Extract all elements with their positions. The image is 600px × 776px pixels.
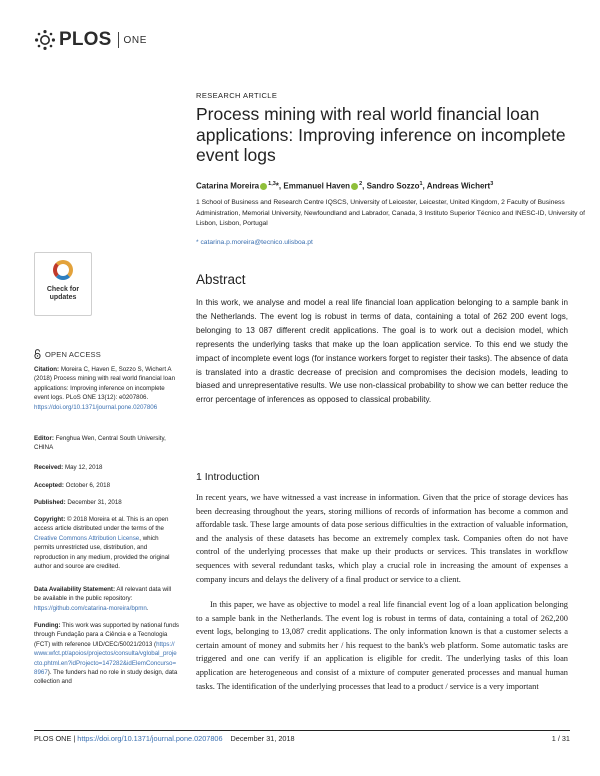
author-name[interactable]: Catarina Moreira [196,181,260,191]
check-updates-line2: updates [49,294,77,301]
footer-divider [34,730,570,731]
logo-sub: ONE [123,34,148,46]
page-number: 1 / 31 [551,734,570,743]
funding-link[interactable]: https://www.wfct.pt/apoios/projectos/consulta/vglobal_projecto.phtml.en?idProjecto=147282&idElemConcurso=8967 [34,640,177,677]
author-name[interactable]: Andreas Wichert [426,181,491,191]
plos-logo-icon [34,29,56,51]
page-footer: PLOS ONE | https://doi.org/10.1371/journal.pone.0207806 December 31, 2018 1 / 31 [34,734,570,743]
intro-paragraph-1: In recent years, we have witnessed a vast increase in information. Given that the price of storage devices has been decreasing throughout the years, storing millions of records of information has become a common and affordable task. These large amounts of data pose serious difficulties in the extraction of valuable information, and the analysis of these datasets has become an extremely complex task. Companies often do not have control of the underlying processes that make up their products or services. This translates in workflow sequences with several redundant tasks, which play a crucial role in increasing the amount of expenses a company incurs and delays the delivery of a final product or service to a client. [196,493,568,584]
intro-paragraph-2: In this paper, we have as objective to model a real life financial event log of a loan application belonging to a sample bank in the Netherlands. The event log is robust in terms of data, containing a total of 262,200 event logs, belonging to 13,087 credit applications. The only information known is that a customer selects a certain amount of money and submits her / his request to the bank's web platform. Some automatic tasks are triggered and one can verify if an application is eligible for credit. The underlying tasks of this loan application are heterogeneous and consist of a mixture of computer generated processes and manual human tasks. The identification of the underlying processes that lead to a product / service is a very important [196,600,568,691]
orcid-icon[interactable] [351,183,358,190]
editor-block: Editor: Fenghua Wen, Central South University, CHINA [34,435,166,452]
check-for-updates-badge[interactable] [34,252,92,316]
footer-journal: PLOS ONE [34,734,72,743]
article-title: Process mining with real world financial loan applications: Improving inference on incomplete event logs [196,104,566,165]
author-name[interactable]: Sandro Sozzo [366,181,420,191]
copyright-block: Copyright: © 2018 Moreira et al. This is an open access article distributed under the terms of the Creative Commons Attribution License, which permits unrestricted use, distribution, and reproduction in any medium, provided the original author and source are credited. [34,516,170,571]
affiliations: 1 School of Business and Research Centre IQSCS, University of Leicester, Leicester, United Kingdom, 2 Faculty of Business Administration, Memorial University, Newfoundland and Labrador, Canada, 3 Instituto Superior Técnico and INESC-ID, University of Lisbon, Lisbon, Portugal [196,199,585,227]
open-lock-icon [34,349,41,359]
author-affiliation-sup: 3 [490,181,494,187]
author-list: Catarina Moreira $^{1,3}$*, Emmanuel Haven $^2$, Sandro Sozzo$^1$, Andreas Wichert$^3$ [196,181,494,191]
footer-date: December 31, 2018 [230,734,295,743]
logo-brand: PLOS [59,29,112,50]
author-affiliation-sup: 1,3 [268,181,276,187]
citation-doi-link[interactable]: https://doi.org/10.1371/journal.pone.0207806 [34,403,158,411]
author-affiliation-sup: 2 [359,181,363,187]
crossmark-icon [53,260,73,280]
open-access-label: OPEN ACCESS [45,349,101,359]
open-access-badge [34,349,101,359]
logo-divider [118,32,119,48]
corresponding-email-link[interactable]: * catarina.p.moreira@tecnico.ulisboa.pt [196,239,313,246]
cc-license-link[interactable]: Creative Commons Attribution License [34,534,140,542]
received-date: Received: May 12, 2018 [34,464,103,471]
author-name[interactable]: Emmanuel Haven [283,181,351,191]
introduction-heading: 1 Introduction [196,471,260,483]
footer-doi-link[interactable]: https://doi.org/10.1371/journal.pone.0207806 [77,734,223,743]
accepted-date: Accepted: October 6, 2018 [34,482,111,489]
citation-block: Citation: Moreira C, Haven E, Sozzo S, Wichert A (2018) Process mining with real world financial loan applications: Improving inference on incomplete event logs. PLoS ONE 13(12): e0207806. https://doi.org/10.1371/journal.pone.0207806 [34,366,176,411]
data-availability-block: Data Availability Statement: All relevant data will be available in the public repository: https://github.com/catarina-moreira/bpmn. [34,586,172,612]
check-updates-line1: Check for [46,286,80,293]
published-date: Published: December 31, 2018 [34,499,122,506]
abstract-text: In this work, we analyse and model a real life financial loan application belonging to a sample bank in the Netherlands. The event log is robust in terms of data, containing a total of 262 200 event logs, belonging to 13 087 different credit applications. The goal is to work out a decision model, which represents the underlying tasks that make up the loan application service. To this end we study the impact of incomplete event logs (for instance workers forget to register their tasks). The absence of data is translated into a drastic decrease of precision and compromises the decision models, leading to biased and unrepresentative results. We use non-classical probability to show we can better reduce the error percentage of inferences as opposed to classical probability. [196,298,568,405]
author-affiliation-sup: 1 [419,181,423,187]
orcid-icon[interactable] [260,183,267,190]
data-repository-link[interactable]: https://github.com/catarina-moreira/bpmn [34,604,147,612]
corresponding-mark: * [275,181,279,191]
abstract-heading: Abstract [196,272,246,287]
article-type: RESEARCH ARTICLE [196,91,278,100]
journal-logo[interactable] [34,30,147,50]
funding-block: Funding: This work was supported by national funds through Fundação para a Ciência e a Tecnologia (FCT) with reference UID/CEC/50021/2013 (https://www.wfct.pt/apoios/projectos/consulta/vglobal_projecto.phtml.en?idProjecto=147282&idElemConcurso=8967). The funders had no role in study design, data collection and [34,622,180,686]
